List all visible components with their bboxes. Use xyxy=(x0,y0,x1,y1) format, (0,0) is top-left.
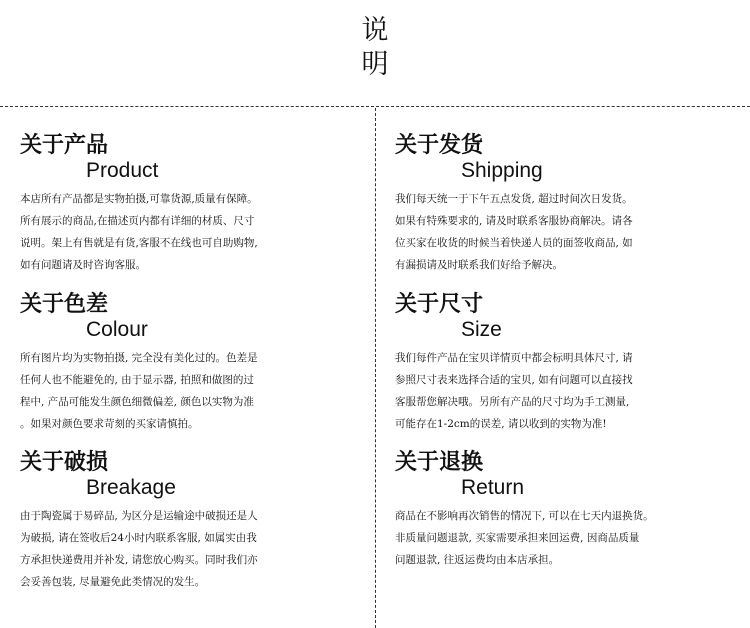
section-shipping xyxy=(395,133,735,276)
section-body: 本店所有产品都是实物拍摄,可靠货源,质量有保障。 所有展示的商品,在描述页内都有详细的材质、尺寸 说明。架上有售就是有货,客服不在线也可自助购物, 如有问题请及时咨询客服。 xyxy=(20,193,258,271)
section-size xyxy=(395,292,735,435)
section-body: 所有图片均为实物拍摄, 完全没有美化过的。色差是 任何人也不能避免的, 由于显示器, 拍照和做图的过 程中, 产品可能发生颜色细微偏差, 颜色以实物为准 。如果对颜色要求苛刻的买家请慎拍。 xyxy=(20,352,258,430)
vertical-divider xyxy=(375,108,376,628)
section-return xyxy=(395,450,735,571)
section-heading-cn: 关于破损 xyxy=(20,450,109,475)
section-heading-en: Size xyxy=(461,318,502,341)
section-colour xyxy=(20,292,360,435)
title-line-2: 明 xyxy=(361,49,389,80)
section-body: 由于陶瓷属于易碎品, 为区分是运输途中破损还是人 为破损, 请在签收后24小时内联系客服, 如属实由我 方承担快递费用并补发, 请您放心购买。同时我们亦 会妥善包装, 尽量避免此类情况的发生。 xyxy=(20,510,258,588)
section-heading-en: Return xyxy=(461,476,525,499)
section-heading-en: Product xyxy=(86,159,159,182)
section-heading-cn: 关于产品 xyxy=(20,133,109,158)
section-breakage xyxy=(20,450,360,593)
title-line-1: 说 xyxy=(361,15,389,46)
horizontal-divider xyxy=(0,106,750,107)
section-body: 我们每件产品在宝贝详情页中都会标明具体尺寸, 请 参照尺寸表来选择合适的宝贝, 如有问题可以直接找 客服帮您解决哦。另所有产品的尺寸均为手工测量, 可能存在1-2cm的误差, 请以收到的实物为准! xyxy=(395,352,633,430)
section-heading-en: Shipping xyxy=(461,159,543,182)
page-title xyxy=(0,14,750,82)
section-heading-en: Breakage xyxy=(86,476,176,499)
section-heading-cn: 关于尺寸 xyxy=(395,292,484,317)
section-heading-cn: 关于发货 xyxy=(395,133,484,158)
section-heading-cn: 关于退换 xyxy=(395,450,484,475)
section-body: 我们每天统一于下午五点发货, 超过时间次日发货。 如果有特殊要求的, 请及时联系客服协商解决。请各 位买家在收货的时候当着快递人员的面签收商品, 如 有漏损请及时联系我们好给予解决。 xyxy=(395,193,633,271)
section-heading-cn: 关于色差 xyxy=(20,292,109,317)
section-product xyxy=(20,133,360,276)
section-heading-en: Colour xyxy=(86,318,148,341)
section-body: 商品在不影响再次销售的情况下, 可以在七天内退换货。 非质量问题退款, 买家需要承担来回运费, 因商品质量 问题退款, 往返运费均由本店承担。 xyxy=(395,510,654,566)
